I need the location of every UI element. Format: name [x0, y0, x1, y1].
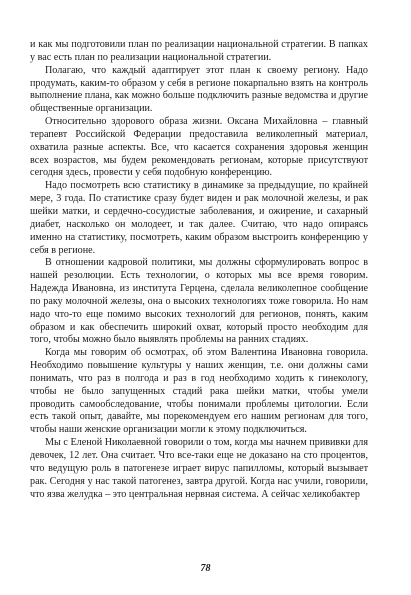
paragraph-6: Когда мы говорим об осмотрах, об этом Валентина Ивановна говорила. Необходимо повышение культуры у наших женщин, т.е. они должны сами понимать, что раз в полгода и раз в год необходимо ходить к гинекологу, чтобы не было запущенных стадий рака шейки матки, чтобы умели проводить самообследование, чтобы понимали проблемы цитологии. Если есть такой опыт, давайте, мы порекомендуем его нашим регионам для того, чтобы наши женские организации могли к этому подключиться.	[30, 347, 368, 436]
page-number: 78	[200, 563, 211, 574]
paragraph-3: Относительно здорового образа жизни. Оксана Михайловна – главный терапевт Российской Федерации предоставила великолепный материал, охватила разные аспекты. Все, что касается сохранения здоровья женщин всех возрастов, мы будем рекомендовать регионам, которые присутствуют сегодня здесь, провести у себя подобную конференцию.	[30, 116, 368, 179]
paragraph-7: Мы с Еленой Николаевной говорили о том, когда мы начнем прививки для девочек, 12 лет. Она считает. Что все-таки еще не доказано на сто процентов, что ведущую роль в патогенезе играет вирус папилломы, который вызывает рак. Сегодня у нас такой патогенез, завтра другой. Когда нас учили, говорили, что язва желудка – это центральная нервная система. А сейчас хеликобактер	[30, 437, 368, 500]
paragraph-4: Надо посмотреть всю статистику в динамике за предыдущие, по крайней мере, 3 года. По статистике сразу будет виден и рак молочной железы, и рак шейки матки, и сердечно-сосудистые заболевания, и ожирение, и сахарный диабет, насколько он молодеет, и так далее. Считаю, что надо опираясь именно на статистику, посмотреть, каким образом выстроить конференцию у себя в регионе.	[30, 180, 368, 256]
paragraph-5: В отношении кадровой политики, мы должны сформулировать вопрос в нашей резолюции. Есть технологии, о которых мы все время говорим. Надежда Ивановна, из института Герцена, сделала великолепное сообщение по раку молочной железы, она о высоких технологиях тоже говорила. Но нам надо что-то еще помимо высоких технологий для регионов, понять, каким образом и как обеспечить широкий охват, который просто необходим для того, чтобы можно было выявлять проблемы на ранних стадиях.	[30, 257, 368, 346]
paragraph-1: и как мы подготовили план по реализации национальной стратегии. В папках у вас есть план по реализации национальной стратегии.	[30, 39, 368, 63]
paragraph-2: Полагаю, что каждый адаптирует этот план к своему региону. Надо продумать, каким-то образом у себя в регионе покарпально взять на контроль выполнение плана, как можно больше подключить разные ведомства и другие общественные организации.	[30, 64, 368, 115]
body-text	[30, 39, 368, 501]
